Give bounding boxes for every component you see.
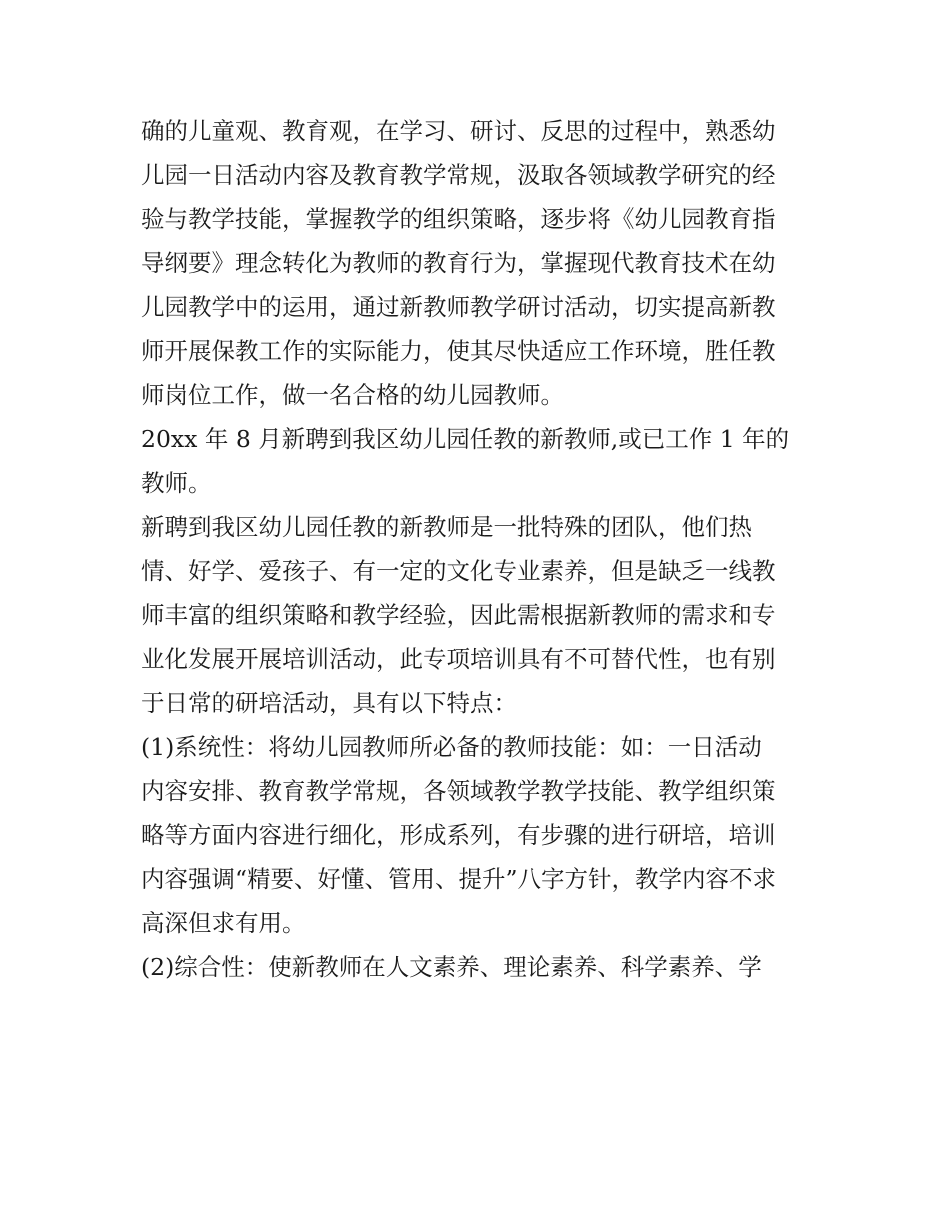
text-line: 高深但求有用。 — [141, 909, 306, 937]
text-line: 于日常的研培活动，具有以下特点： — [141, 689, 517, 717]
text-line: 情、好学、爱孩子、有一定的文化专业素养，但是缺乏一线教 — [141, 557, 776, 585]
text-line: 师岗位工作，做一名合格的幼儿园教师。 — [141, 381, 564, 409]
paragraph-target-audience — [141, 417, 813, 505]
paragraph-systematic — [141, 725, 813, 945]
text-line: 验与教学技能，掌握教学的组织策略，逐步将《幼儿园教育指 — [141, 205, 776, 233]
text-line: 确的儿童观、教育观，在学习、研讨、反思的过程中，熟悉幼 — [141, 117, 776, 145]
text-line: 20xx 年 8 月新聘到我区幼儿园任教的新教师,或已工作 1 年的 — [141, 425, 790, 453]
text-line: 教师。 — [141, 469, 212, 497]
text-line: 儿园教学中的运用，通过新教师教学研讨活动，切实提高新教 — [141, 293, 776, 321]
text-line: 导纲要》理念转化为教师的教育行为，掌握现代教育技术在幼 — [141, 249, 776, 277]
paragraph-goals — [141, 109, 813, 417]
text-line: 内容强调“精要、好懂、管用、提升”八字方针，教学内容不求 — [141, 865, 777, 893]
document-body — [141, 109, 813, 989]
text-line: 略等方面内容进行细化，形成系列，有步骤的进行研培，培训 — [141, 821, 776, 849]
text-line: 师丰富的组织策略和教学经验，因此需根据新教师的需求和专 — [141, 601, 776, 629]
text-line: (2)综合性：使新教师在人文素养、理论素养、科学素养、学 — [141, 953, 762, 981]
paragraph-characteristics-intro — [141, 505, 813, 725]
paragraph-comprehensive — [141, 945, 813, 989]
text-line: (1)系统性：将幼儿园教师所必备的教师技能：如：一日活动 — [141, 733, 762, 761]
text-line: 新聘到我区幼儿园任教的新教师是一批特殊的团队，他们热 — [141, 513, 752, 541]
text-line: 儿园一日活动内容及教育教学常规，汲取各领域教学研究的经 — [141, 161, 776, 189]
text-line: 业化发展开展培训活动，此专项培训具有不可替代性，也有别 — [141, 645, 776, 673]
text-line: 内容安排、教育教学常规，各领域教学教学技能、教学组织策 — [141, 777, 776, 805]
text-line: 师开展保教工作的实际能力，使其尽快适应工作环境，胜任教 — [141, 337, 776, 365]
